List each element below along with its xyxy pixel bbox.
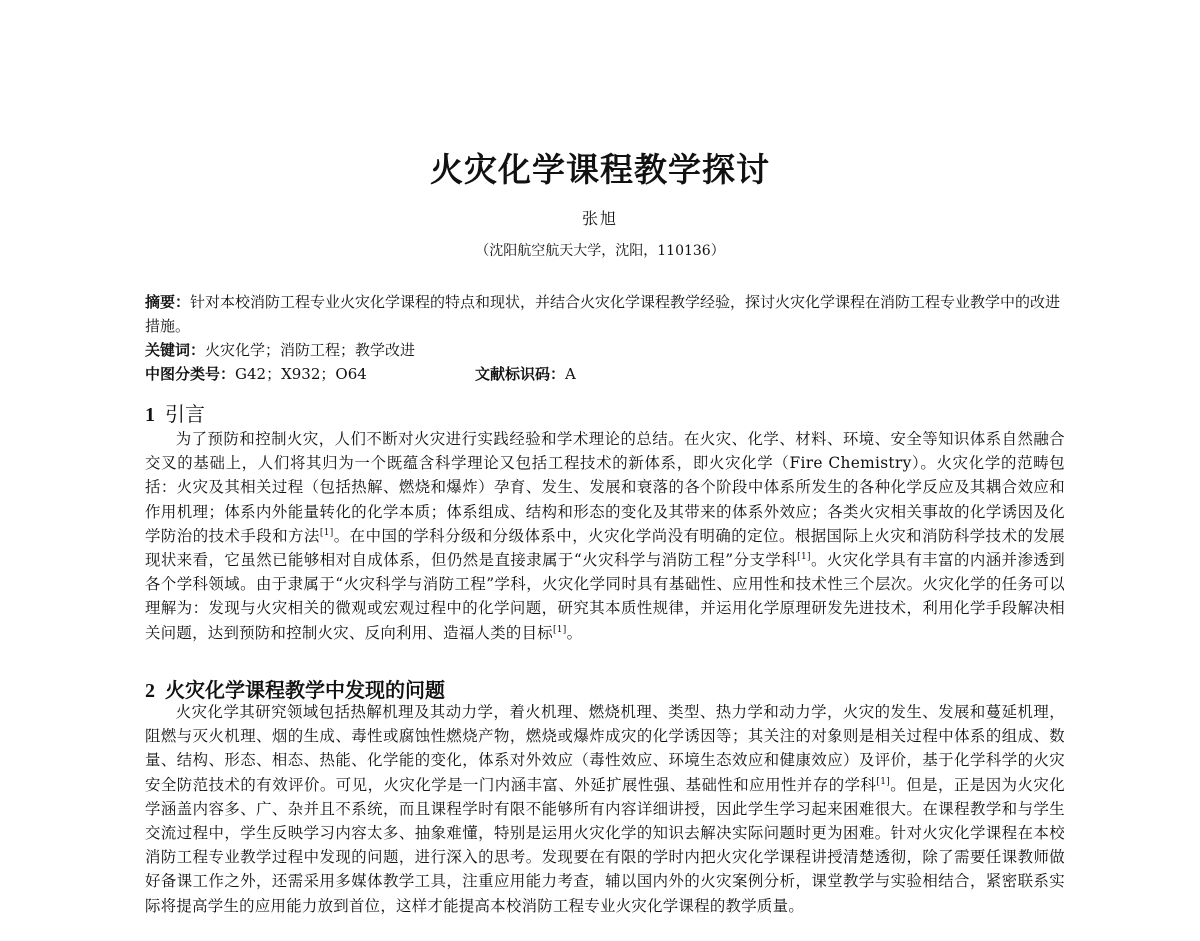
paragraph-text: 。但是，正是因为火灾化学涵盖内容多、广、杂并且不系统，而且课程学时有限不能够所有内容详细讲授，因此学生学习起来困难很大。在课程教学和与学生交流过程中，学生反映学习内容太多、抽象难懂，特别是运用火灾化学的知识去解决实际问题时更为困难。针对火灾化学课程在本校消防工程专业教学过程中发现的问题，进行深入的思考。发现要在有限的学时内把火灾化学课程讲授清楚透彻，除了需要任课教师做好备课工作之外，还需采用多媒体教学工具，注重应用能力考查，辅以国内外的火灾案例分析，课堂教学与实验相结合，紧密联系实际将提高学生的应用能力放到首位，这样才能提高本校消防工程专业火灾化学课程的教学质量。 (145, 775, 1065, 915)
paragraph-text: 。在中国的学科分级和分级体系中，火灾化学尚没有明确的定位。根据国际上火灾和消防科学技术的发展现状来看，它虽然已能够相对自成体系，但仍然是直接隶属于“火灾科学与消防工程”分支学科 (145, 526, 1065, 570)
paper-title: 火灾化学课程教学探讨 (430, 150, 770, 189)
paragraph-text: 为了预防和控制火灾，人们不断对火灾进行实践经验和学术理论的总结。在火灾、化学、材料、环境、安全等知识体系自然融合交叉的基础上，人们将其归为一个既蕴含科学理论又包括工程技术的新体系，即火灾化学（Fire Chemistry）。火灾化学的范畴包括：火灾及其相关过程（包括热解、燃烧和爆炸）孕育、发生、发展和衰落的各个阶段中体系所发生的各种化学反应及其耦合效应和作用机理；体系内外能量转化的化学本质；体系组成、结构和形态的变化及其带来的体系外效应；各类火灾相关事故的化学诱因及化学防治的技术手段和方法 (145, 430, 1065, 545)
section-heading-problems (145, 674, 445, 703)
paragraph-text: 。火灾化学具有丰富的内涵并渗透到各个学科领域。由于隶属于“火灾科学与消防工程”学科，火灾化学同时具有基础性、应用性和技术性三个层次。火灾化学的任务可以理解为：发现与火灾相关的微观或宏观过程中的化学问题，研究其本质性规律，并运用化学原理研发先进技术，利用化学手段解决相关问题，达到预防和控制火灾、反向利用、造福人类的目标 (145, 551, 1065, 642)
classification-label: 中图分类号： (145, 365, 236, 383)
classification (145, 362, 1065, 386)
classification-text: G42；X932；O64 (235, 365, 367, 383)
citation-ref[interactable]: [1] (319, 527, 334, 538)
author-affiliation: （沈阳航空航天大学，沈阳，110136） (475, 243, 725, 259)
keywords-text: 火灾化学；消防工程；教学改进 (205, 341, 416, 359)
paragraph-text: 。 (566, 623, 583, 642)
keywords-label: 关键词： (145, 341, 206, 359)
citation-ref[interactable]: [1] (797, 552, 811, 563)
paragraph-text: 火灾化学其研究领域包括热解机理及其动力学，着火机理、燃烧机理、类型、热力学和动力学，火灾的发生、发展和蔓延机理，阻燃与灭火机理、烟的生成、毒性或腐蚀性燃烧产物，燃烧或爆炸成灾的化学诱因等；其关注的对象则是相关过程中体系的组成、数量、结构、形态、相态、热能、化学能的变化，体系对外效应（毒性效应、环境生态效应和健康效应）及评价，基于化学科学的火灾安全防范技术的有效评价。可见，火灾化学是一门内涵丰富、外延扩展性强、基础性和应用性并存的学科 (145, 703, 1065, 794)
document-code (475, 362, 576, 386)
section-title: 火灾化学课程教学中发现的问题 (165, 678, 445, 702)
document-code-value: A (565, 365, 576, 383)
abstract-text: 针对本校消防工程专业火灾化学课程的特点和现状，并结合火灾化学课程教学经验，探讨火灾化学课程在消防工程专业教学中的改进措施。 (145, 293, 1061, 335)
section-paragraph-problems (145, 700, 1065, 918)
section-title: 引言 (165, 402, 205, 426)
section-heading-introduction (145, 398, 205, 427)
section-number: 1 (145, 404, 155, 426)
citation-ref[interactable]: [1] (876, 776, 891, 787)
section-number: 2 (145, 680, 155, 702)
citation-ref[interactable]: [1] (552, 624, 567, 635)
abstract (145, 290, 1065, 338)
author-name: 张旭 (581, 209, 618, 228)
keywords (145, 338, 1065, 362)
section-paragraph-introduction (145, 427, 1065, 645)
abstract-label: 摘要： (145, 293, 191, 311)
document-code-label: 文献标识码： (475, 365, 566, 383)
